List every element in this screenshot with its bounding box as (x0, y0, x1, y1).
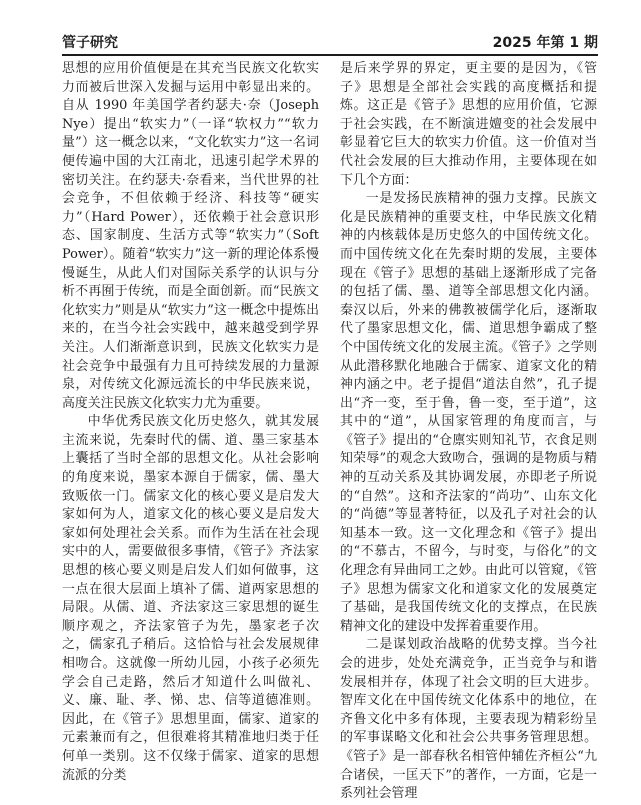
right-column (340, 60, 597, 804)
paragraph-continued: 思想的应用价值便是在其充当民族文化软实力而被后世深入发掘与运用中彰显出来的。自从 1990 年美国学者约瑟夫·奈（Joseph Nye）提出“软实力”（一译“软权力”“软力量”）这一概念以来，“文化软实力”这一名词便传遍中国的大江南北，迅速引起学术界的密切关注。在约瑟夫·奈看来，当代世界的社会竞争，不但依赖于经济、科技等“硬实力”（Hard Power），还依赖于社会意识形态、国家制度、生活方式等“软实力”（Soft Power）。随着“软实力”这一新的理论体系慢慢诞生，从此人们对国际关系学的认识与分析不再囿于传统，而是全面创新。而“民族文化软实力”则是从“软实力”这一概念中提炼出来的，在当今社会实践中，越来越受到学界关注。人们渐渐意识到，民族文化软实力是社会竞争中最强有力且可持续发展的力量源泉，对传统文化源远流长的中华民族来说，高度关注民族文化软实力尤为重要。 (62, 61, 319, 411)
paragraph: 中华优秀民族文化历史悠久，就其发展主流来说，先秦时代的儒、道、墨三家基本上囊括了当时全部的思想文化。从社会影响的角度来说，墨家本源自于儒家，儒、墨大致贩依一门。儒家文化的核心要义是启发大家如何为人，道家文化的核心要义是启发大家如何处理社会关系。而作为生活在社会现实中的人，需要做很多事情，《管子》齐法家思想的核心要义则是启发人们如何做事，这一点在很大层面上填补了儒、道两家思想的局限。从儒、道、齐法家这三家思想的诞生顺序观之，齐法家管子为先，墨家老子次之，儒家孔子稍后。这恰恰与社会发展规律相吻合。这就像一所幼儿园，小孩子必须先学会自己走路，然后才知道什么叫做礼、义、廉、耻、孝、悌、忠、信等道德准则。因此，在《管子》思想里面，儒家、道家的元素兼而有之，但很难将其精准地归类于任何单一类别。这不仅缘于儒家、道家的思想流派的分类 (62, 414, 319, 783)
paragraph: 一是发扬民族精神的强力支撑。民族文化是民族精神的重要支柱，中华民族文化精神的内核载体是历史悠久的中国传统文化。而中国传统文化在先秦时期的发展，主要体现在《管子》思想的基础上逐渐形成了完备的包括了儒、墨、道等全部思想文化内涵。秦汉以后，外来的佛教被儒学化后，逐渐取代了墨家思想文化，儒、道思想争霸成了整个中国传统文化的发展主流。《管子》之学则从此潜移默化地融合于儒家、道家文化的精神内涵之中。老子提倡“道法自然”，孔子提出“齐一变，至于鲁，鲁一变，至于道”，这其中的“道”，从国家管理的角度而言，与《管子》提出的“仓廪实则知礼节，衣食足则知荣辱”的观念大致吻合，强调的是物质与精神的互动关系及其协调发展，亦即老子所说的“自然”。这和齐法家的“尚功”、山东文化的“尚德”等显著特征，以及孔子对社会的认知基本一致。这一文化理念和《管子》提出的“不慕古，不留今，与时变，与俗化”的文化理念有异曲同工之妙。由此可以管窥，《管子》思想为儒家文化和道家文化的发展奠定了基础，是我国传统文化的支撑点，在民族精神文化的建设中发挥着重要作用。 (340, 191, 597, 634)
paragraph: 二是谋划政治战略的优势支撑。当今社会的进步，处处充满竞争，正当竞争与和谐发展相并存，体现了社会文明的巨大进步。智库文化在中国传统文化体系中的地位，在齐鲁文化中多有体现，主要表现为精彩纷呈的军事谋略文化和社会公共事务管理思想。《管子》是一部春秋名相管仲辅佐齐桓公“九合诸侯，一匡天下”的著作，一方面，它是一系列社会管理 (340, 637, 597, 802)
running-header (62, 30, 598, 56)
journal-name: 管子研究 (62, 35, 118, 51)
paragraph-continued: 是后来学界的界定，更主要的是因为，《管子》思想是全部社会实践的高度概括和提炼。这正是《管子》思想的应用价值，它源于社会实践，在不断演进嬗变的社会发展中彰显着它巨大的软实力价值。这一价值对当代社会发展的巨大推动作用，主要体现在如下几个方面： (340, 61, 597, 188)
left-column (62, 60, 319, 785)
issue-label: 2025 年第 1 期 (492, 35, 598, 51)
